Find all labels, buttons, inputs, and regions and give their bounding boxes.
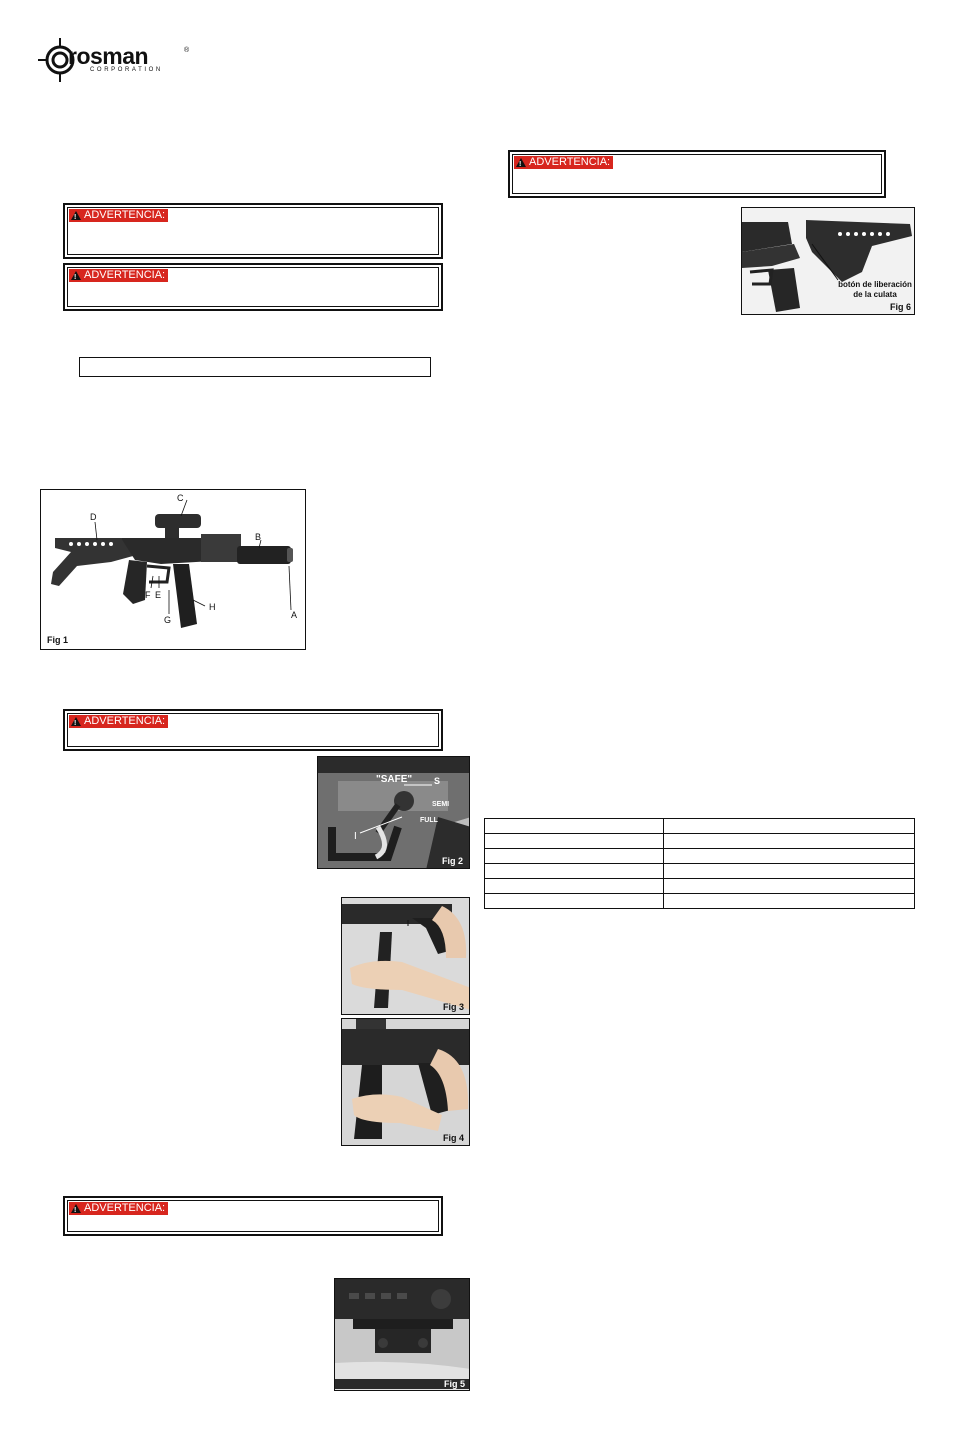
note-box [79, 357, 431, 377]
warning-label: ADVERTENCIA: [84, 715, 166, 727]
warning-triangle-icon [71, 271, 81, 280]
safe-label: "SAFE" [376, 774, 413, 785]
figure-6-label: Fig 6 [890, 302, 912, 312]
semi-label: SEMI [432, 801, 450, 808]
magazine-insert-photo [342, 898, 470, 1015]
crosman-logo [38, 38, 190, 82]
figure-2 [317, 756, 470, 869]
stock-release-caption [834, 280, 915, 300]
caption-line-2: de la culata [853, 290, 897, 299]
warning-box-2 [63, 263, 443, 311]
logo-word: rosman [68, 43, 149, 69]
warning-box-1 [63, 203, 443, 259]
figure-4-label: Fig 4 [443, 1133, 465, 1143]
table-row [485, 879, 915, 894]
callout-f: F [145, 590, 151, 600]
callout-g: G [164, 615, 172, 625]
warning-label: ADVERTENCIA: [529, 156, 611, 168]
callout-h: H [209, 602, 216, 612]
figure-5 [334, 1278, 470, 1391]
caption-line-1: botón de liberación [838, 280, 912, 289]
full-label: FULL [420, 817, 438, 824]
i-label: I [354, 831, 357, 842]
warning-triangle-icon [71, 717, 81, 726]
callout-b: B [255, 532, 262, 542]
warning-label: ADVERTENCIA: [84, 209, 166, 221]
magazine-seated-photo [342, 1019, 470, 1146]
warning-triangle-icon [516, 158, 526, 167]
logo-registered: ® [184, 47, 190, 54]
callout-c: C [177, 493, 184, 503]
figure-3 [341, 897, 470, 1015]
figure-1 [40, 489, 306, 650]
figure-1-label: Fig 1 [47, 635, 69, 645]
specifications-table [484, 818, 915, 909]
figure-4 [341, 1018, 470, 1146]
figure-5-label: Fig 5 [444, 1379, 466, 1389]
callout-e: E [155, 590, 162, 600]
warning-box-right [508, 150, 886, 198]
warning-box-4 [63, 1196, 443, 1236]
table-row [485, 849, 915, 864]
table-row [485, 834, 915, 849]
warning-box-3 [63, 709, 443, 751]
warning-label: ADVERTENCIA: [84, 269, 166, 281]
figure-3-label: Fig 3 [443, 1002, 465, 1012]
rifle-diagram [41, 490, 306, 650]
s-label: S [434, 776, 441, 786]
callout-d: D [90, 512, 97, 522]
table-row [485, 864, 915, 879]
table-row [485, 894, 915, 909]
scope-mount-photo [335, 1279, 470, 1391]
figure-6 [741, 207, 915, 315]
figure-2-label: Fig 2 [442, 856, 464, 866]
warning-label: ADVERTENCIA: [84, 1202, 166, 1214]
warning-triangle-icon [71, 211, 81, 220]
table-row [485, 819, 915, 834]
logo-corporation: CORPORATION [90, 67, 163, 73]
callout-a: A [291, 610, 298, 620]
warning-triangle-icon [71, 1204, 81, 1213]
